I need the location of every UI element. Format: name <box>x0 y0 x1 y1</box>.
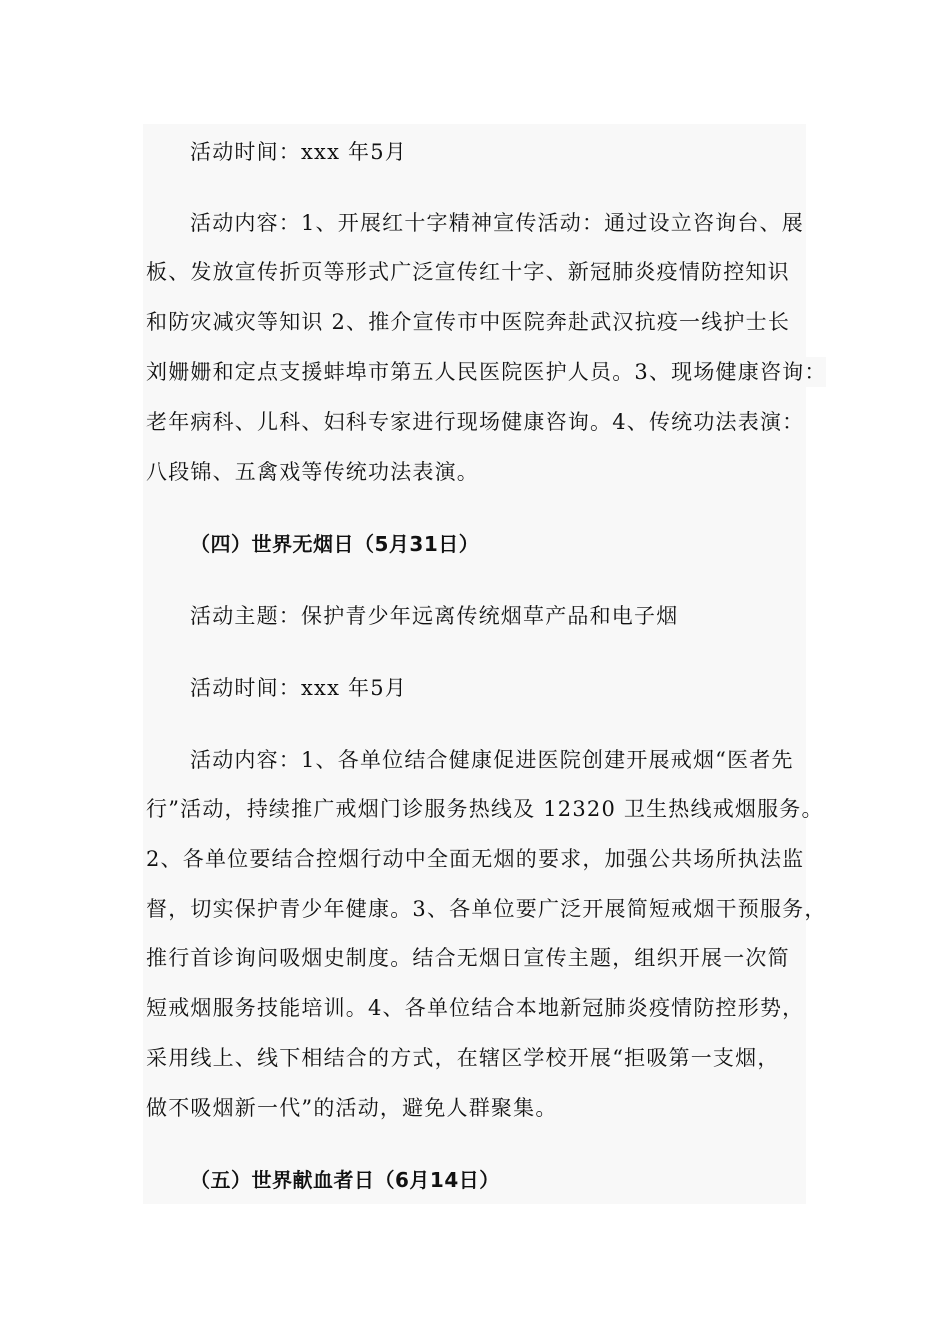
activity-time-line: 活动时间：xxx 年5月 <box>190 676 407 700</box>
activity-content-line: 刘姗姗和定点支援蚌埠市第五人民医院医护人员。3、现场健康咨询： <box>146 360 827 384</box>
section-heading-world-blood-donor-day: （五）世界献血者日（6月14日） <box>190 1168 500 1192</box>
activity-content-line: 八段锦、五禽戏等传统功法表演。 <box>146 460 479 484</box>
section-heading-world-no-tobacco-day: （四）世界无烟日（5月31日） <box>190 532 480 556</box>
activity-content-line: 采用线上、线下相结合的方式，在辖区学校开展“拒吸第一支烟， <box>146 1046 780 1070</box>
activity-content-line: 活动内容：1、开展红十字精神宣传活动：通过设立咨询台、展 <box>190 211 804 235</box>
activity-time-line: 活动时间：xxx 年5月 <box>190 140 407 164</box>
activity-content-line: 短戒烟服务技能培训。4、各单位结合本地新冠肺炎疫情防控形势， <box>146 996 805 1020</box>
activity-content-line: 2、各单位要结合控烟行动中全面无烟的要求，加强公共场所执法监 <box>146 847 805 871</box>
activity-content-line: 行”活动，持续推广戒烟门诊服务热线及 12320 卫生热线戒烟服务。 <box>146 797 824 821</box>
activity-content-line: 推行首诊询问吸烟史制度。结合无烟日宣传主题，组织开展一次简 <box>146 946 790 970</box>
activity-content-line: 和防灾减灾等知识 2、推介宣传市中医院奔赴武汉抗疫一线护士长 <box>146 310 791 334</box>
activity-content-line: 做不吸烟新一代”的活动，避免人群聚集。 <box>146 1096 558 1120</box>
activity-content-line: 活动内容：1、各单位结合健康促进医院创建开展戒烟“医者先 <box>190 748 794 772</box>
activity-content-line: 督，切实保护青少年健康。3、各单位要广泛开展简短戒烟干预服务， <box>146 897 827 921</box>
activity-theme-line: 活动主题：保护青少年远离传统烟草产品和电子烟 <box>190 604 679 628</box>
activity-content-line: 板、发放宣传折页等形式广泛宣传红十字、新冠肺炎疫情防控知识 <box>146 260 790 284</box>
activity-content-line: 老年病科、儿科、妇科专家进行现场健康咨询。4、传统功法表演： <box>146 410 805 434</box>
